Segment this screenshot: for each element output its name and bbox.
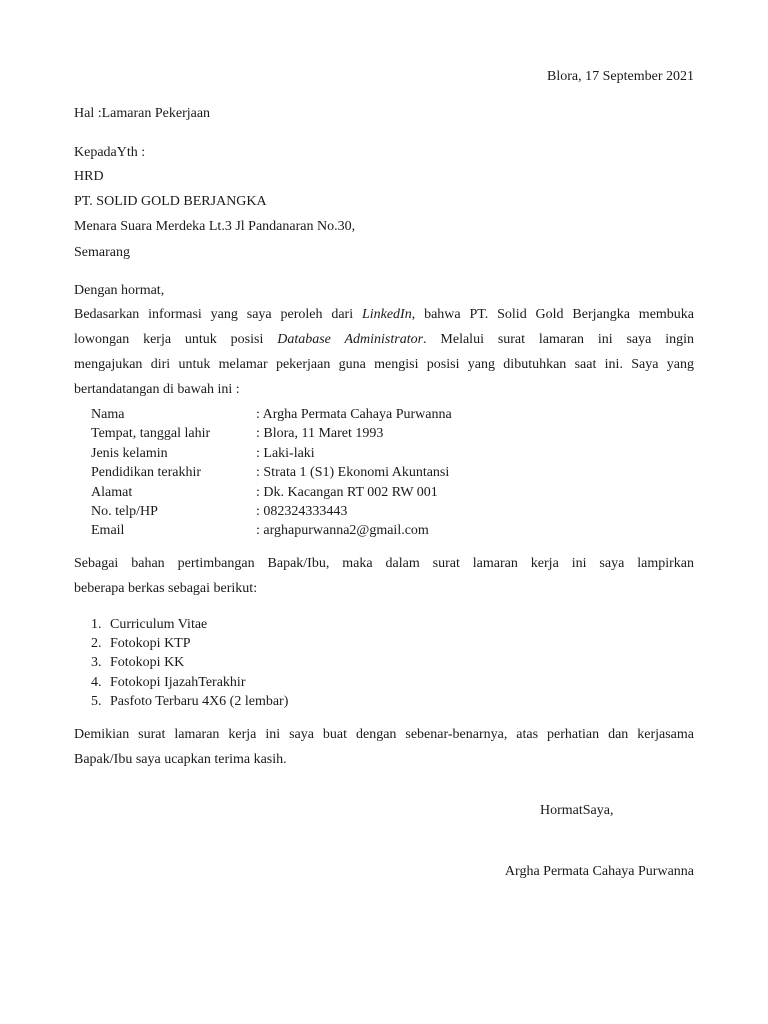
recipient-salutation: KepadaYth : bbox=[74, 145, 146, 160]
job-source: LinkedIn bbox=[361, 307, 412, 322]
info-value: : Laki-laki bbox=[256, 446, 315, 461]
info-value: : Dk. Kacangan RT 002 RW 001 bbox=[256, 485, 438, 500]
intro-line-4: bertandatangan di bawah ini : bbox=[74, 382, 240, 397]
info-label: Tempat, tanggal lahir bbox=[91, 426, 211, 441]
intro-line-1: Bedasarkan informasi yang saya peroleh dari LinkedIn, bahwa PT. Solid Gold Berjangka membuka bbox=[74, 307, 695, 322]
list-item: 2. Fotokopi KTP bbox=[91, 636, 191, 651]
attachments-intro-line-1: Sebagai bahan pertimbangan Bapak/Ibu, maka dalam surat lamaran kerja ini saya lampirkan bbox=[74, 556, 694, 571]
subject-line: Hal :Lamaran Pekerjaan bbox=[74, 106, 211, 121]
closing-line-1: Demikian surat lamaran kerja ini saya buat dengan sebenar-benarnya, atas perhatian dan kerjasama bbox=[74, 727, 694, 742]
info-label: Nama bbox=[91, 407, 125, 422]
greeting: Dengan hormat, bbox=[74, 283, 165, 298]
info-label: Jenis kelamin bbox=[91, 446, 168, 461]
info-row bbox=[91, 407, 591, 426]
info-row bbox=[91, 523, 591, 542]
info-row bbox=[91, 485, 591, 504]
recipient-city: Semarang bbox=[74, 245, 130, 260]
info-label: Email bbox=[91, 523, 125, 538]
info-label: No. telp/HP bbox=[91, 504, 158, 519]
info-row bbox=[91, 465, 591, 484]
info-value: : Blora, 11 Maret 1993 bbox=[256, 426, 384, 441]
list-item: 3. Fotokopi KK bbox=[91, 655, 185, 670]
recipient-company: PT. SOLID GOLD BERJANGKA bbox=[74, 194, 267, 209]
info-row bbox=[91, 504, 591, 523]
list-item: 4. Fotokopi IjazahTerakhir bbox=[91, 675, 246, 690]
closing-line-2: Bapak/Ibu saya ucapkan terima kasih. bbox=[74, 752, 287, 767]
info-value: : Argha Permata Cahaya Purwanna bbox=[256, 407, 452, 422]
job-position: Database Administrator bbox=[277, 332, 424, 347]
signer-name: Argha Permata Cahaya Purwanna bbox=[504, 864, 694, 879]
place-date: Blora, 17 September 2021 bbox=[547, 69, 694, 84]
recipient-address: Menara Suara Merdeka Lt.3 Jl Pandanaran No.30, bbox=[74, 219, 356, 234]
attachments-intro-line-2: beberapa berkas sebagai berikut: bbox=[74, 581, 258, 596]
info-label: Alamat bbox=[91, 485, 133, 500]
recipient-department: HRD bbox=[74, 169, 104, 184]
intro-line-3: mengajukan diri untuk melamar pekerjaan guna mengisi posisi yang dibutuhkan saat ini. Saya yang bbox=[74, 357, 694, 372]
info-value: : Strata 1 (S1) Ekonomi Akuntansi bbox=[256, 465, 450, 480]
info-label: Pendidikan terakhir bbox=[91, 465, 202, 480]
sign-off: HormatSaya, bbox=[540, 803, 614, 818]
info-row bbox=[91, 426, 591, 445]
list-item: 5. Pasfoto Terbaru 4X6 (2 lembar) bbox=[91, 694, 289, 709]
email-value: : arghapurwanna2@gmail.com bbox=[256, 523, 429, 538]
intro-line-2: lowongan kerja untuk posisi Database Administrator. Melalui surat lamaran ini saya ingin bbox=[74, 332, 694, 347]
info-value: : 082324333443 bbox=[256, 504, 348, 519]
info-row bbox=[91, 446, 591, 465]
list-item: 1. Curriculum Vitae bbox=[91, 617, 208, 632]
